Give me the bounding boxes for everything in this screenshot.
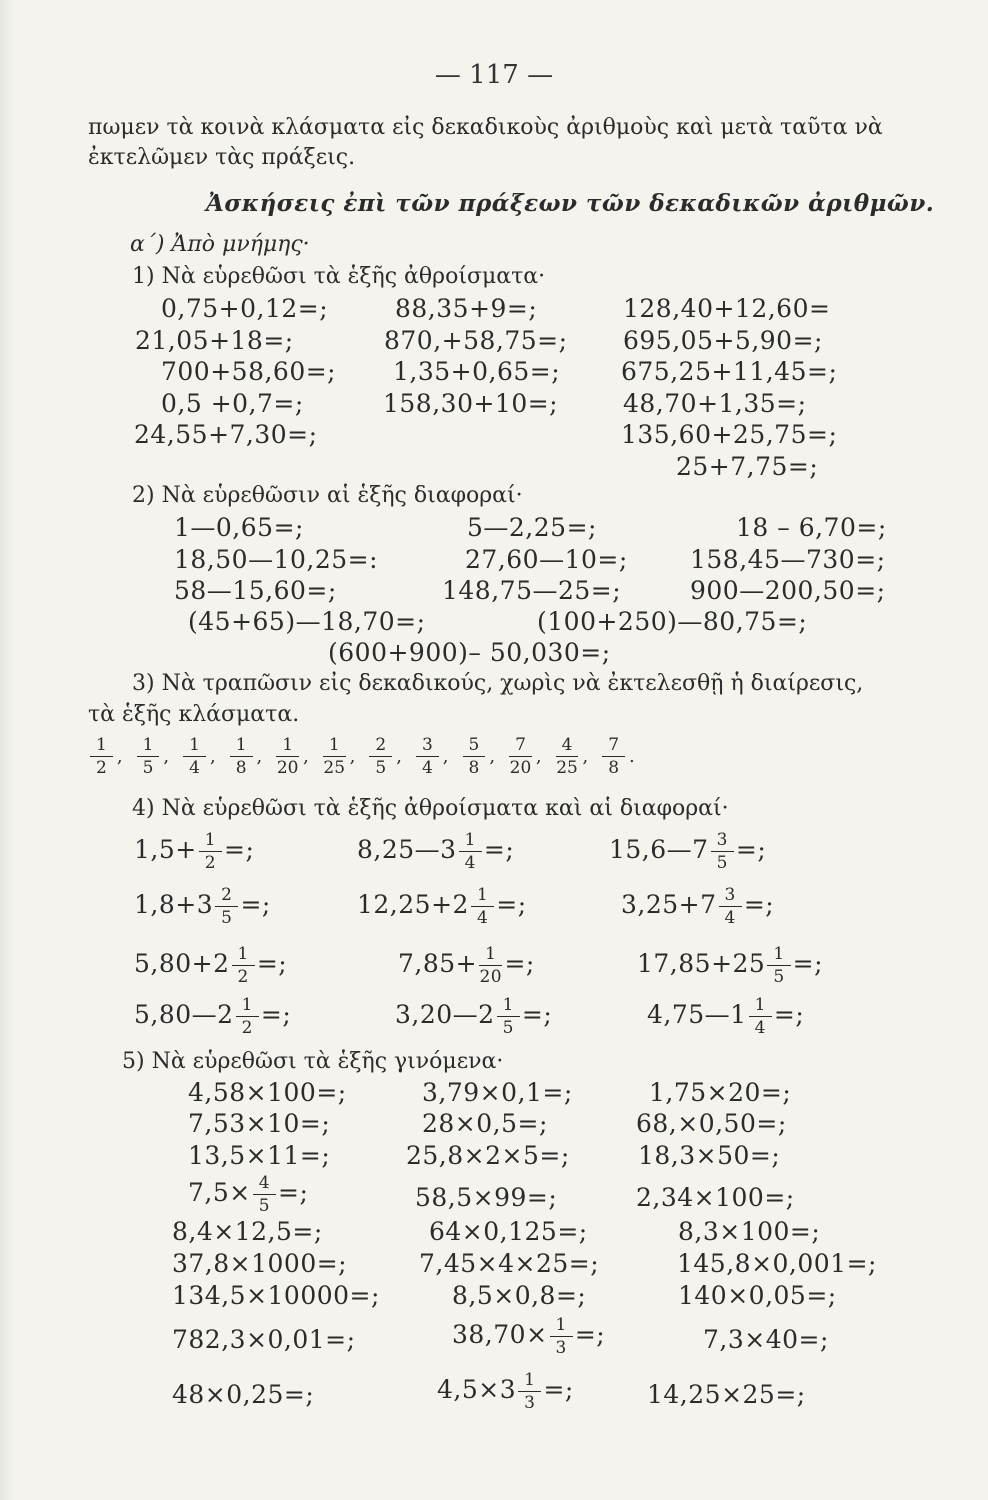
exercise-item: 18,3×50=; [638, 1141, 781, 1170]
exercise-item: 21,05+18=; [135, 326, 294, 355]
exercise-item: 7,45×4×25=; [419, 1249, 600, 1278]
exercise-item: 8,5×0,8=; [452, 1281, 587, 1310]
mixed-exercise-item: 4,5×3 $\frac{1}{3}$ =; [437, 1370, 574, 1413]
mixed-exercise-item: 4,75—1 $\frac{1}{4}$ =; [647, 995, 805, 1038]
exercise-item: 18 – 6,70=; [736, 513, 887, 542]
fraction: $\frac{1}{4}$ [183, 735, 206, 778]
exercise-item: 900—200,50=; [690, 576, 886, 605]
exercise-item: 8,4×12,5=; [172, 1217, 323, 1246]
fraction: $\frac{4}{25}$ [556, 735, 578, 778]
exercise-item: 128,40+12,60= [623, 294, 831, 323]
exercise-item: 37,8×1000=; [172, 1249, 348, 1278]
fraction: $\frac{1}{2}$ [90, 735, 113, 778]
mixed-exercise-item: 5,80—2 $\frac{1}{2}$ =; [134, 995, 292, 1038]
exercise-item: 7,3×40=; [703, 1325, 829, 1354]
mixed-exercise-item: 5,80+2 $\frac{1}{2}$ =; [134, 944, 288, 987]
exercise-item: (600+900)– 50,030=; [328, 638, 611, 667]
exercise-item: 58—15,60=; [174, 576, 337, 605]
exercise-item: 1,75×20=; [649, 1078, 792, 1107]
exercise-item: 0,5 +0,7=; [161, 389, 304, 418]
fraction: $\frac{2}{5}$ [369, 735, 392, 778]
exercise-item: 25,8×2×5=; [406, 1141, 570, 1170]
exercise-item: 25+7,75=; [676, 452, 819, 481]
exercise-item: 0,75+0,12=; [161, 294, 329, 323]
fraction: $\frac{3}{4}$ [416, 735, 439, 778]
exercise-item: 4,58×100=; [188, 1078, 347, 1107]
fraction: $\frac{1}{20}$ [276, 735, 299, 778]
exercise-item: 158,45—730=; [690, 545, 886, 574]
exercise-item: 58,5×99=; [415, 1183, 558, 1212]
exercise-item: 675,25+11,45=; [621, 357, 838, 386]
fraction: $\frac{1}{5}$ [137, 735, 160, 778]
fraction: $\frac{7}{20}$ [509, 735, 532, 778]
mixed-exercise-item: 7,5× $\frac{4}{5}$ =; [188, 1173, 309, 1216]
exercise-item: 27,60—10=; [465, 545, 628, 574]
exercise-item: 28×0,5=; [422, 1109, 548, 1138]
exercise-item: 134,5×10000=; [172, 1281, 380, 1310]
exercise-item: 7,53×10=; [188, 1109, 331, 1138]
fraction: $\frac{1}{8}$ [230, 735, 253, 778]
exercise-1-title: 1) Νὰ εὑρεθῶσι τὰ ἑξῆς ἀθροίσματα· [132, 264, 546, 289]
page-edge [0, 0, 14, 1500]
intro-line-1: πωμεν τὰ κοινὰ κλάσματα εἰς δεκαδικοὺς ἀριθμοὺς καὶ μετὰ ταῦτα νὰ [88, 115, 883, 140]
mixed-exercise-item: 7,85+ $\frac{1}{20}$ =; [398, 944, 535, 987]
mixed-exercise-item: 12,25+2 $\frac{1}{4}$ =; [357, 885, 527, 928]
exercise-item: (45+65)—18,70=; [188, 607, 426, 636]
exercise-item: 88,35+9=; [395, 294, 538, 323]
mixed-exercise-item: 3,20—2 $\frac{1}{5}$ =; [395, 995, 553, 1038]
exercise-item: 64×0,125=; [429, 1217, 588, 1246]
exercise-item: 1—0,65=; [174, 513, 304, 542]
exercise-item: 782,3×0,01=; [172, 1325, 356, 1354]
exercise-item: 8,3×100=; [678, 1217, 821, 1246]
exercise-item: 5—2,25=; [467, 513, 597, 542]
mixed-exercise-item: 1,8+3 $\frac{2}{5}$ =; [134, 885, 271, 928]
mixed-exercise-item: 3,25+7 $\frac{3}{4}$ =; [621, 885, 775, 928]
fraction-list: $\frac{1}{2}$ , $\frac{1}{5}$ , $\frac{1}{4}$ , $\frac{1}{8}$ , $\frac{1}{20}$ , $\frac{1}{25}$ , $\frac{2}{5}$ , $\frac{3}{4}$ , $\frac{5}{8}$ , $\frac{7}{20}$ , $\frac{4}{25}$ , $\frac{7}{8}$ . [90, 735, 649, 778]
page-number: — 117 — [434, 60, 554, 90]
exercise-3-line-2: τὰ ἑξῆς κλάσματα. [88, 702, 300, 727]
exercise-item: 140×0,05=; [678, 1281, 837, 1310]
exercise-item: 14,25×25=; [647, 1380, 806, 1409]
mixed-exercise-item: 38,70× $\frac{1}{3}$ =; [452, 1315, 606, 1358]
exercise-item: 2,34×100=; [636, 1183, 795, 1212]
exercise-item: 695,05+5,90=; [623, 326, 823, 355]
exercise-2-title: 2) Νὰ εὑρεθῶσιν αἱ ἑξῆς διαφοραί· [132, 483, 523, 508]
exercise-item: 870,+58,75=; [384, 326, 568, 355]
exercise-item: 24,55+7,30=; [134, 420, 318, 449]
exercise-item: 148,75—25=; [442, 576, 622, 605]
fraction: $\frac{5}{8}$ [463, 735, 486, 778]
exercise-item: 68,×0,50=; [636, 1109, 787, 1138]
mixed-exercise-item: 1,5+ $\frac{1}{2}$ =; [134, 830, 255, 873]
mixed-exercise-item: 17,85+25 $\frac{1}{5}$ =; [637, 944, 824, 987]
exercise-item: 13,5×11=; [188, 1141, 331, 1170]
exercise-4-title: 4) Νὰ εὑρεθῶσι τὰ ἑξῆς ἀθροίσματα καὶ αἱ διαφοραί· [132, 796, 729, 821]
exercise-item: 145,8×0,001=; [677, 1249, 877, 1278]
exercise-item: 3,79×0,1=; [422, 1078, 573, 1107]
exercise-item: 48×0,25=; [172, 1380, 315, 1409]
exercise-item: 1,35+0,65=; [393, 357, 561, 386]
exercise-item: 135,60+25,75=; [621, 420, 838, 449]
mixed-exercise-item: 8,25—3 $\frac{1}{4}$ =; [357, 830, 515, 873]
exercise-5-title: 5) Νὰ εὑρεθῶσι τὰ ἑξῆς γινόμενα· [122, 1049, 504, 1074]
exercise-3-line-1: 3) Νὰ τραπῶσιν εἰς δεκαδικούς, χωρὶς νὰ ἐκτελεσθῇ ἡ διαίρεσις, [132, 671, 864, 696]
exercise-item: 700+58,60=; [161, 357, 337, 386]
fraction: $\frac{1}{25}$ [323, 735, 346, 778]
exercise-item: 158,30+10=; [383, 389, 559, 418]
exercise-item: 48,70+1,35=; [623, 389, 807, 418]
fraction: $\frac{7}{8}$ [602, 735, 625, 778]
exercise-item: 18,50—10,25=: [174, 545, 379, 574]
intro-line-2: ἐκτελῶμεν τὰς πράξεις. [88, 145, 356, 170]
subheading: α΄) Ἀπὸ μνήμης· [130, 232, 310, 257]
exercise-item: (100+250)—80,75=; [537, 607, 808, 636]
mixed-exercise-item: 15,6—7 $\frac{3}{5}$ =; [609, 830, 767, 873]
section-heading: Ἀσκήσεις ἐπὶ τῶν πράξεων τῶν δεκαδικῶν ἀριθμῶν. [206, 190, 935, 217]
